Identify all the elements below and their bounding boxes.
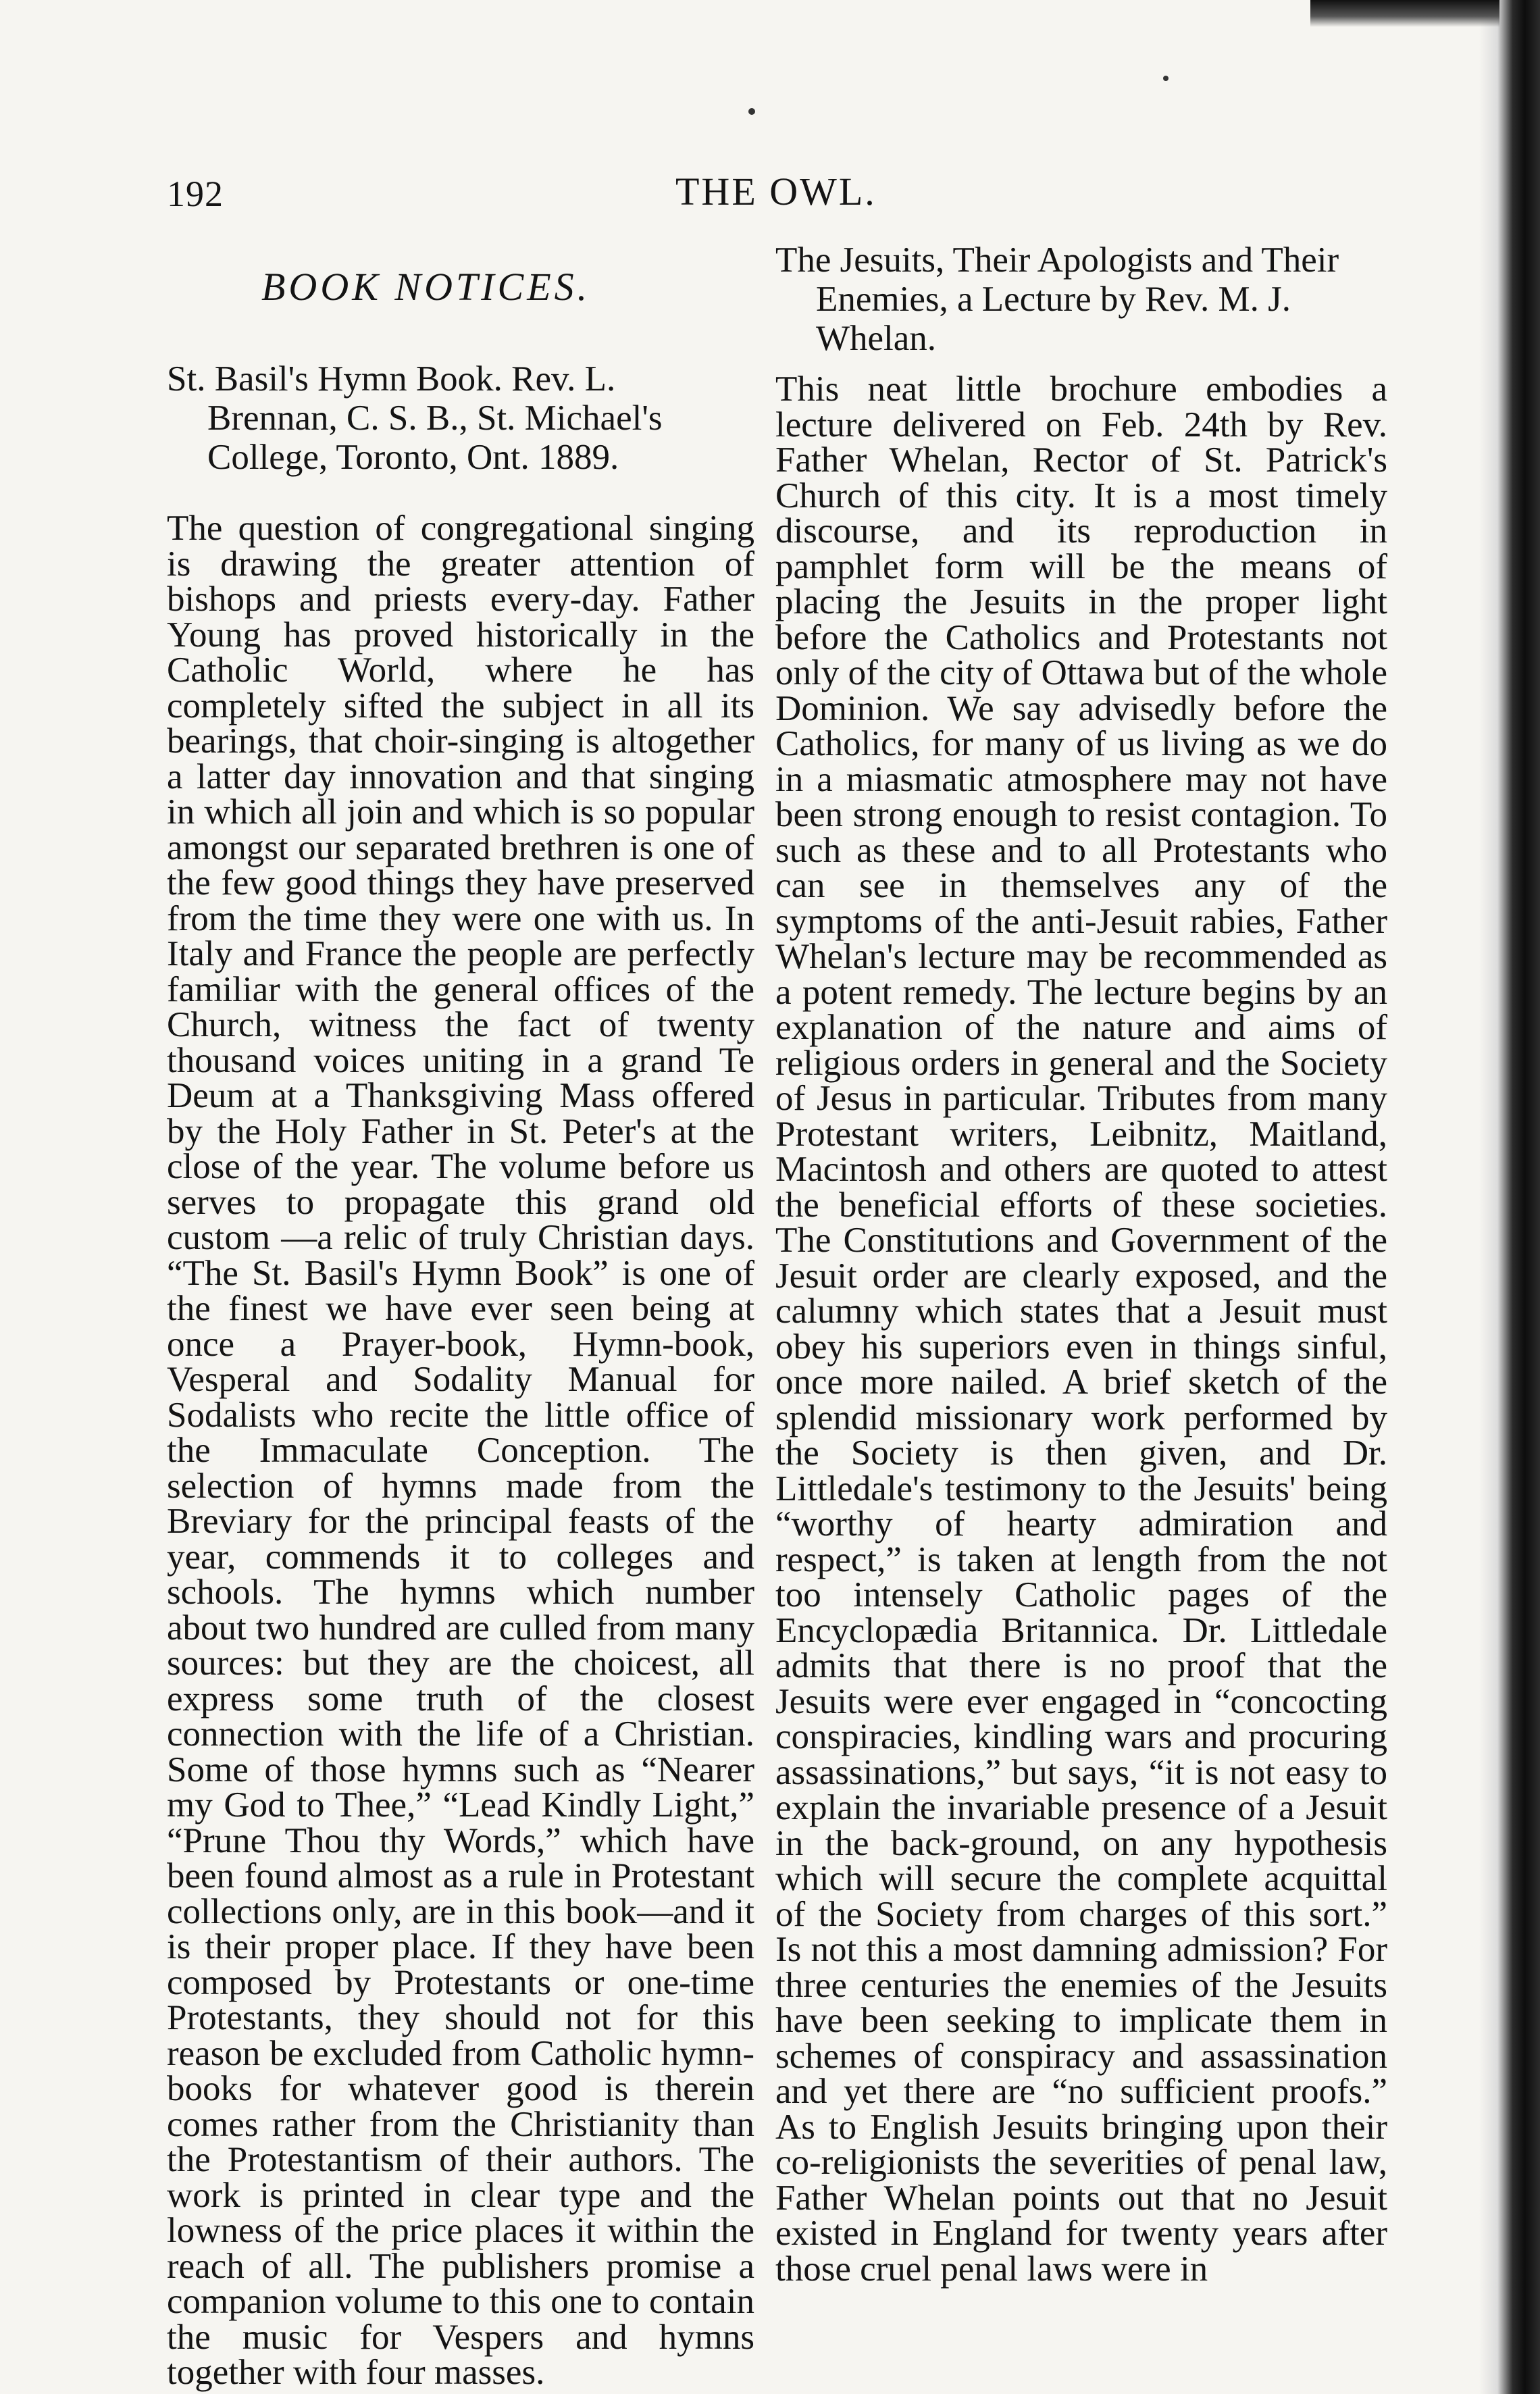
right-column	[775, 240, 1387, 2287]
scan-page-edge	[1479, 0, 1540, 2394]
running-head: THE OWL.	[675, 170, 877, 213]
book-notice-body: The question of congregational singing is drawing the greater attention of bishops and priests every-day. Father Young has proved historically in the Catholic World, where he has completely sifted the subject in all its bearings, that choir-singing is altogether a latter day innovation and that singing in which all join and which is so popular amongst our separated brethren is one of the few good things they have preserved from the time they were one with us. In Italy and France the people are perfectly familiar with the general offices of the Church, witness the fact of twenty thousand voices uniting in a grand Te Deum at a Thanksgiving Mass offered by the Holy Father in St. Peter's at the close of the year. The volume before us serves to propagate this grand old custom —a relic of truly Christian days. “The St. Basil's Hymn Book” is one of the finest we have ever seen being at once a Prayer-book, Hymn-book, Vesperal and Sodality Manual for Sodalists who recite the little office of the Immaculate Conception. The selection of hymns made from the Breviary for the principal feasts of the year, commends it to colleges and schools. The hymns which number about two hundred are culled from many sources: but they are the choicest, all express some truth of the closest connection with the life of a Christian. Some of those hymns such as “Nearer my God to Thee,” “Lead Kindly Light,” “Prune Thou thy Words,” which have been found almost as a rule in Protestant collections only, are in this book—and it is their proper place. If they have been composed by Protestants or one-time Protestants, they should not for this reason be excluded from Catholic hymn-books for whatever good is therein comes rather from the Christianity than the Protestantism of their authors. The work is printed in clear type and the lowness of the price places it within the reach of all. The publishers promise a companion volume to this one to contain the music for Vespers and hymns together with four masses.	[167, 509, 754, 2392]
section-heading: BOOK NOTICES.	[261, 265, 591, 309]
page-number: 192	[167, 174, 224, 214]
entry-title: The Jesuits, Their Apologists and Their Enemies, a Lecture by Rev. M. J. Whelan.	[775, 240, 1339, 358]
scan-top-edge	[1310, 0, 1499, 27]
book-notice-body: This neat little brochure embodies a lecture delivered on Feb. 24th by Rev. Father Whelan, Rector of St. Patrick's Church of this city. It is a most timely discourse, and its reproduction in pamphlet form will be the means of placing the Jesuits in the proper light before the Catholics and Protestants not only of the city of Ottawa but of the whole Dominion. We say advisedly before the Catholics, for many of us living as we do in a miasmatic atmosphere may not have been strong enough to resist contagion. To such as these and to all Protestants who can see in themselves any of the symptoms of the anti-Jesuit rabies, Father Whelan's lecture may be recommended as a potent remedy. The lecture begins by an explanation of the nature and aims of religious orders in general and the Society of Jesus in particular. Tributes from many Protestant writers, Leibnitz, Maitland, Macintosh and others are quoted to attest the beneficial efforts of these societies. The Constitutions and Government of the Jesuit order are clearly exposed, and the calumny which states that a Jesuit must obey his superiors even in things sinful, once more nailed. A brief sketch of the splendid missionary work performed by the Society is then given, and Dr. Littledale's testimony to the Jesuits' being “worthy of hearty admiration and respect,” is taken at length from the not too intensely Catholic pages of the Encyclopædia Britannica. Dr. Littledale admits that there is no proof that the Jesuits were ever engaged in “concocting conspiracies, kindling wars and procuring assassinations,” but says, “it is not easy to explain the invariable presence of a Jesuit in the back-ground, on any hypothesis which will secure the complete acquittal of the Society from charges of this sort.” Is not this a most damning admission? For three centuries the enemies of the Jesuits have been seeking to implicate them in schemes of conspiracy and assassination and yet there are “no sufficient proofs.” As to English Jesuits bringing upon their co-religionists the severities of penal law, Father Whelan points out that no Jesuit existed in England for twenty years after those cruel penal laws were in	[775, 370, 1387, 2289]
scan-speck	[748, 108, 755, 115]
entry-title: St. Basil's Hymn Book. Rev. L. Brennan, C. S. B., St. Michael's College, Toronto, Ont. 1889.	[167, 359, 663, 477]
left-column	[167, 240, 754, 2391]
scan-speck	[1163, 76, 1169, 81]
